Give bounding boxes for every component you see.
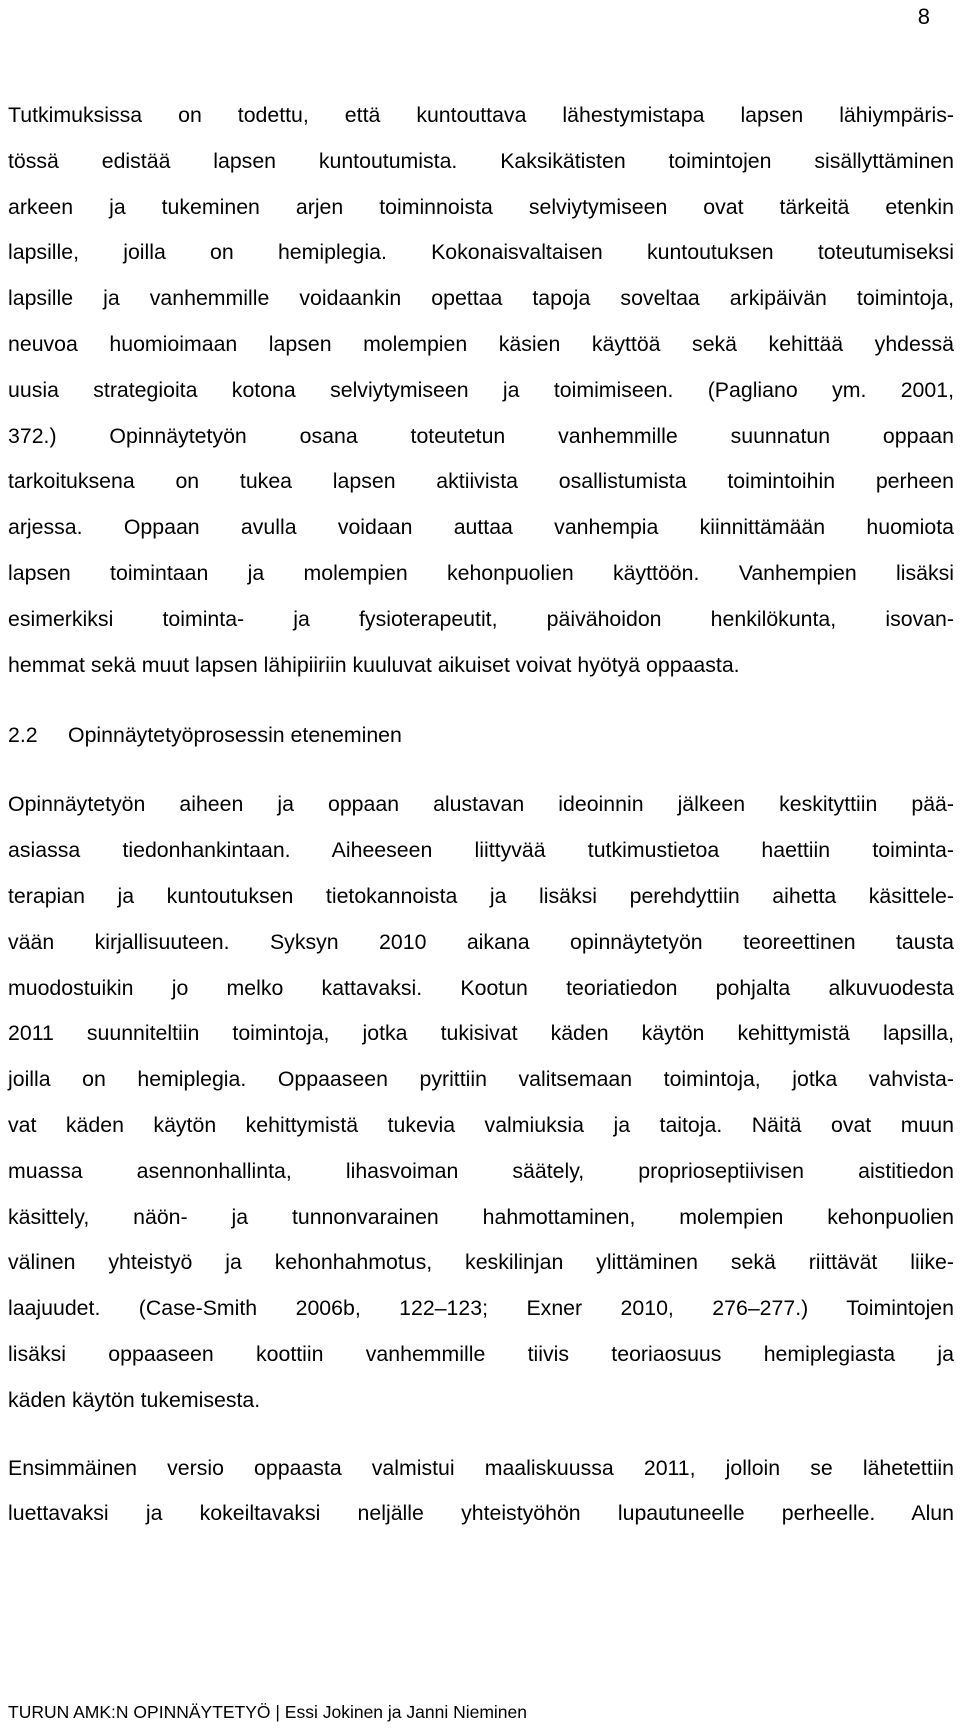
text-line: välinen yhteistyö ja kehonhahmotus, keskilinjan ylittäminen sekä riittävät liike- bbox=[8, 1250, 954, 1275]
text-line: vat käden käytön kehittymistä tukevia valmiuksia ja taitoja. Näitä ovat muun bbox=[8, 1112, 954, 1137]
document-body bbox=[8, 93, 954, 1537]
text-line: uusia strategioita kotona selviytymiseen ja toimimiseen. (Pagliano ym. 2001, bbox=[8, 377, 954, 402]
text-line: lisäksi oppaaseen koottiin vanhemmille tiivis teoriaosuus hemiplegiasta ja bbox=[8, 1341, 954, 1366]
text-line: laajuudet. (Case-Smith 2006b, 122–123; Exner 2010, 276–277.) Toimintojen bbox=[8, 1296, 954, 1321]
text-line: joilla on hemiplegia. Oppaaseen pyrittiin valitsemaan toimintoja, jotka vahvista- bbox=[8, 1067, 954, 1092]
text-line: muassa asennonhallinta, lihasvoiman säätely, proprioseptiivisen aistitiedon bbox=[8, 1158, 954, 1183]
text-line: käden käytön tukemisesta. bbox=[8, 1387, 261, 1412]
text-line: muodostuikin jo melko kattavaksi. Kootun teoriatiedon pohjalta alkuvuodesta bbox=[8, 975, 954, 1000]
text-line: lapsen toimintaan ja molempien kehonpuolien käyttöön. Vanhempien lisäksi bbox=[8, 560, 954, 585]
section-title: Opinnäytetyöprosessin eteneminen bbox=[68, 723, 402, 748]
section-heading bbox=[8, 710, 954, 760]
text-line: 2011 suunniteltiin toimintoja, jotka tukisivat käden käytön kehittymistä lapsilla, bbox=[8, 1021, 954, 1046]
paragraph-1 bbox=[8, 93, 954, 688]
text-line: käsittely, näön- ja tunnonvarainen hahmottaminen, molempien kehonpuolien bbox=[8, 1204, 954, 1229]
section-number: 2.2 bbox=[8, 723, 38, 748]
text-line: esimerkiksi toiminta- ja fysioterapeutit, päivähoidon henkilökunta, isovan- bbox=[8, 606, 954, 631]
text-line: terapian ja kuntoutuksen tietokannoista ja lisäksi perehdyttiin aihetta käsittele- bbox=[8, 883, 954, 908]
text-line: Tutkimuksissa on todettu, että kuntouttava lähestymistapa lapsen lähiympäris- bbox=[8, 103, 954, 127]
text-line: luettavaksi ja kokeiltavaksi neljälle yhteistyöhön lupautuneelle perheelle. Alun bbox=[8, 1501, 954, 1526]
page-number: 8 bbox=[917, 4, 930, 29]
text-line: arkeen ja tukeminen arjen toiminnoista selviytymiseen ovat tärkeitä etenkin bbox=[8, 194, 954, 219]
text-line: hemmat sekä muut lapsen lähipiiriin kuuluvat aikuiset voivat hyötyä oppaasta. bbox=[8, 652, 740, 677]
text-line: arjessa. Oppaan avulla voidaan auttaa vanhempia kiinnittämään huomiota bbox=[8, 515, 954, 540]
page-footer: TURUN AMK:N OPINNÄYTETYÖ | Essi Jokinen ja Janni Nieminen bbox=[8, 1702, 528, 1722]
text-line: Ensimmäinen versio oppaasta valmistui maaliskuussa 2011, jolloin se lähetettiin bbox=[8, 1455, 954, 1480]
text-line: asiassa tiedonhankintaan. Aiheeseen liittyvää tutkimustietoa haettiin toiminta- bbox=[8, 838, 954, 863]
text-line: 372.) Opinnäytetyön osana toteutetun vanhemmille suunnatun oppaan bbox=[8, 423, 954, 448]
text-line: neuvoa huomioimaan lapsen molempien käsien käyttöä sekä kehittää yhdessä bbox=[8, 331, 954, 356]
text-line: Opinnäytetyön aiheen ja oppaan alustavan ideoinnin jälkeen keskityttiin pää- bbox=[8, 792, 954, 817]
text-line: vään kirjallisuuteen. Syksyn 2010 aikana opinnäytetyön teoreettinen tausta bbox=[8, 929, 954, 954]
paragraph-3 bbox=[8, 1446, 954, 1538]
text-line: lapsille, joilla on hemiplegia. Kokonaisvaltaisen kuntoutuksen toteutumiseksi bbox=[8, 240, 954, 265]
paragraph-2 bbox=[8, 782, 954, 1423]
text-line: tarkoituksena on tukea lapsen aktiivista osallistumista toimintoihin perheen bbox=[8, 469, 954, 494]
text-line: lapsille ja vanhemmille voidaankin opettaa tapoja soveltaa arkipäivän toimintoja, bbox=[8, 286, 954, 311]
text-line: tössä edistää lapsen kuntoutumista. Kaksikätisten toimintojen sisällyttäminen bbox=[8, 148, 954, 173]
